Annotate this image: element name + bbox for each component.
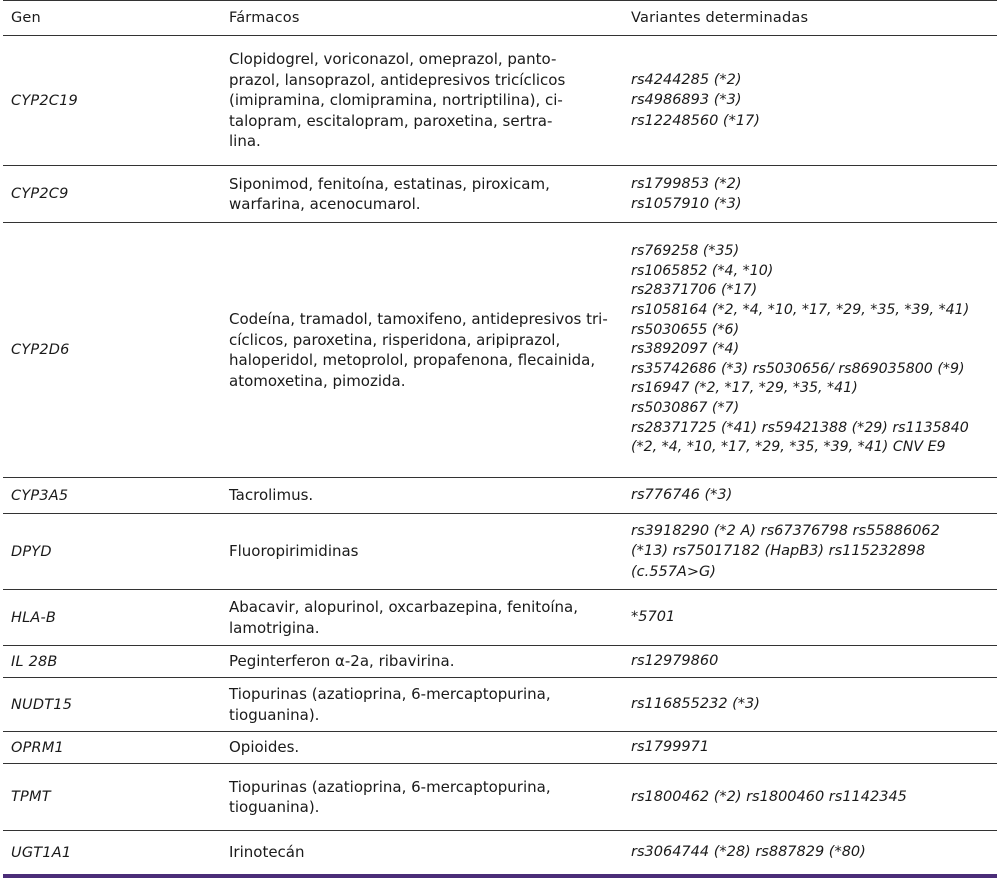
- variant-line: rs35742686 (*3) rs5030656/ rs869035800 (*9): [631, 360, 965, 377]
- gen-cell: [11, 478, 221, 513]
- gen-cell: [11, 590, 221, 645]
- variants-text: [631, 242, 969, 458]
- drug-line: prazol, lansoprazol, antidepresivos tricíclicos: [229, 70, 566, 89]
- drug-line: Tiopurinas (azatioprina, 6-mercaptopurina,: [229, 777, 551, 796]
- variants-text: [631, 842, 866, 863]
- header-farmacos: Fármacos: [229, 10, 300, 26]
- variant-line: rs3892097 (*4): [631, 341, 740, 358]
- drug-line: (imipramina, clomipramina, nortriptilina), ci-: [229, 91, 563, 110]
- drug-line: warfarina, acenocumarol.: [229, 195, 421, 213]
- drugs-text: [229, 597, 578, 638]
- variants-cell: [631, 764, 993, 830]
- variant-line: rs116855232 (*3): [631, 696, 760, 713]
- drug-line: Tacrolimus.: [229, 486, 314, 505]
- gene-name: OPRM1: [11, 739, 64, 756]
- variants-cell: [631, 646, 993, 677]
- drug-line: talopram, escitalopram, paroxetina, sertra-: [229, 111, 553, 130]
- variants-text: [631, 607, 675, 628]
- drug-line: tioguanina).: [229, 798, 320, 816]
- variant-line: rs1799853 (*2): [631, 175, 742, 192]
- gene-name: IL 28B: [11, 653, 58, 670]
- variant-line: rs28371725 (*41) rs59421388 (*29) rs1135840: [631, 419, 969, 436]
- table-bottom-rule: [3, 874, 997, 878]
- drug-line: Irinotecán: [229, 843, 305, 862]
- drug-line: haloperidol, metoprolol, propafenona, flecainida,: [229, 351, 596, 369]
- drugs-cell: [229, 590, 621, 645]
- variants-cell: [631, 36, 993, 165]
- drug-line: Tiopurinas (azatioprina, 6-mercaptopurina,: [229, 685, 551, 703]
- gene-name: DPYD: [11, 543, 52, 560]
- variants-text: [631, 485, 732, 506]
- table-row: [3, 678, 997, 732]
- gen-cell: [11, 678, 221, 731]
- drugs-cell: [229, 646, 621, 677]
- drugs-text: [229, 737, 299, 758]
- variants-text: [631, 694, 760, 715]
- variants-text: [631, 787, 907, 808]
- variant-line: rs16947 (*2, *17, *29, *35, *41): [631, 380, 858, 397]
- variant-line: rs3064744 (*28) rs887829 (*80): [631, 844, 866, 861]
- drugs-cell: [229, 36, 621, 165]
- drugs-text: [229, 174, 550, 215]
- gene-name: CYP2D6: [11, 342, 70, 358]
- drugs-text: [229, 651, 454, 672]
- variant-line: rs12979860: [631, 653, 719, 670]
- variants-cell: [631, 223, 993, 477]
- variant-line: *5701: [631, 609, 676, 626]
- drugs-text: [229, 309, 608, 391]
- drugs-cell: [229, 478, 621, 513]
- table-row: [3, 166, 997, 223]
- header-gen: Gen: [11, 10, 41, 26]
- drugs-cell: [229, 732, 621, 763]
- variants-text: [631, 651, 718, 672]
- gene-name: CYP3A5: [11, 487, 69, 504]
- table-row: [3, 514, 997, 590]
- variant-line: rs1800462 (*2) rs1800460 rs1142345: [631, 788, 907, 805]
- variant-line: (c.557A>G): [631, 563, 716, 580]
- header-farmacos-cell: [229, 1, 621, 35]
- gen-cell: [11, 514, 221, 589]
- table-row: [3, 590, 997, 646]
- header-variantes-cell: [631, 1, 993, 35]
- gene-name: NUDT15: [11, 696, 73, 713]
- variant-line: rs3918290 (*2 A) rs67376798 rs55886062: [631, 522, 940, 539]
- drug-line: lamotrigina.: [229, 618, 320, 637]
- variants-cell: [631, 831, 993, 874]
- drugs-cell: [229, 831, 621, 874]
- table-row: [3, 831, 997, 874]
- drugs-text: [229, 684, 551, 725]
- table-row: [3, 478, 997, 514]
- variants-cell: [631, 590, 993, 645]
- gene-name: TPMT: [11, 789, 51, 805]
- gen-cell: [11, 764, 221, 830]
- gene-name: UGT1A1: [11, 844, 72, 861]
- gen-cell: [11, 223, 221, 477]
- variant-line: (*13) rs75017182 (HapB3) rs115232898: [631, 543, 926, 560]
- variant-line: rs12248560 (*17): [631, 112, 760, 129]
- variants-text: [631, 521, 940, 583]
- variant-line: rs776746 (*3): [631, 487, 733, 504]
- drug-line: tioguanina).: [229, 705, 320, 724]
- drug-line: Fluoropirimidinas: [229, 542, 359, 561]
- drugs-text: [229, 541, 359, 562]
- variant-line: rs1057910 (*3): [631, 196, 742, 212]
- variant-line: rs5030655 (*6): [631, 321, 740, 338]
- table-row: [3, 646, 997, 678]
- drug-line: Opioides.: [229, 738, 300, 757]
- variants-text: [631, 174, 742, 215]
- drugs-cell: [229, 166, 621, 222]
- header-variantes: Variantes determinadas: [631, 10, 809, 26]
- drug-line: Peginterferon α-2a, ribavirina.: [229, 652, 455, 671]
- drugs-cell: [229, 223, 621, 477]
- variants-cell: [631, 514, 993, 589]
- variant-line: rs5030867 (*7): [631, 399, 740, 416]
- variant-line: rs28371706 (*17): [631, 282, 758, 299]
- table-row: [3, 36, 997, 166]
- gene-name: CYP2C19: [11, 92, 78, 109]
- drugs-cell: [229, 678, 621, 731]
- drugs-text: [229, 49, 565, 152]
- variant-line: rs769258 (*35): [631, 243, 740, 260]
- drug-line: Siponimod, fenitoína, estatinas, piroxicam,: [229, 174, 550, 193]
- drug-line: lina.: [229, 132, 261, 151]
- variant-line: rs1065852 (*4, *10): [631, 262, 774, 279]
- drug-line: atomoxetina, pimozida.: [229, 371, 406, 390]
- gene-name: HLA-B: [11, 609, 57, 626]
- gen-cell: [11, 36, 221, 165]
- drugs-cell: [229, 764, 621, 830]
- variant-line: rs1799971: [631, 739, 710, 756]
- variant-line: rs4244285 (*2): [631, 71, 742, 88]
- variants-text: [631, 70, 760, 132]
- table-row: [3, 223, 997, 478]
- gen-cell: [11, 831, 221, 874]
- table-header-row: [3, 1, 997, 36]
- gen-cell: [11, 732, 221, 763]
- drug-line: cíclicos, paroxetina, risperidona, aripiprazol,: [229, 330, 561, 349]
- drugs-cell: [229, 514, 621, 589]
- pharmacogenetics-table: [3, 0, 997, 874]
- gen-cell: [11, 646, 221, 677]
- variants-cell: [631, 732, 993, 763]
- drug-line: Codeína, tramadol, tamoxifeno, antidepresivos tri-: [229, 310, 608, 328]
- drug-line: Abacavir, alopurinol, oxcarbazepina, fenitoína,: [229, 598, 578, 616]
- variants-cell: [631, 478, 993, 513]
- variants-cell: [631, 166, 993, 222]
- table-row: [3, 764, 997, 831]
- gene-name: CYP2C9: [11, 186, 69, 202]
- header-gen-cell: [11, 1, 221, 35]
- variant-line: rs1058164 (*2, *4, *10, *17, *29, *35, *39, *41): [631, 302, 970, 319]
- gen-cell: [11, 166, 221, 222]
- variants-cell: [631, 678, 993, 731]
- drugs-text: [229, 777, 551, 818]
- drugs-text: [229, 842, 305, 863]
- drugs-text: [229, 485, 313, 506]
- variant-line: (*2, *4, *10, *17, *29, *35, *39, *41) CNV E9: [631, 439, 946, 456]
- table-row: [3, 732, 997, 764]
- variant-line: rs4986893 (*3): [631, 92, 742, 109]
- drug-line: Clopidogrel, voriconazol, omeprazol, panto-: [229, 50, 557, 69]
- variants-text: [631, 737, 709, 758]
